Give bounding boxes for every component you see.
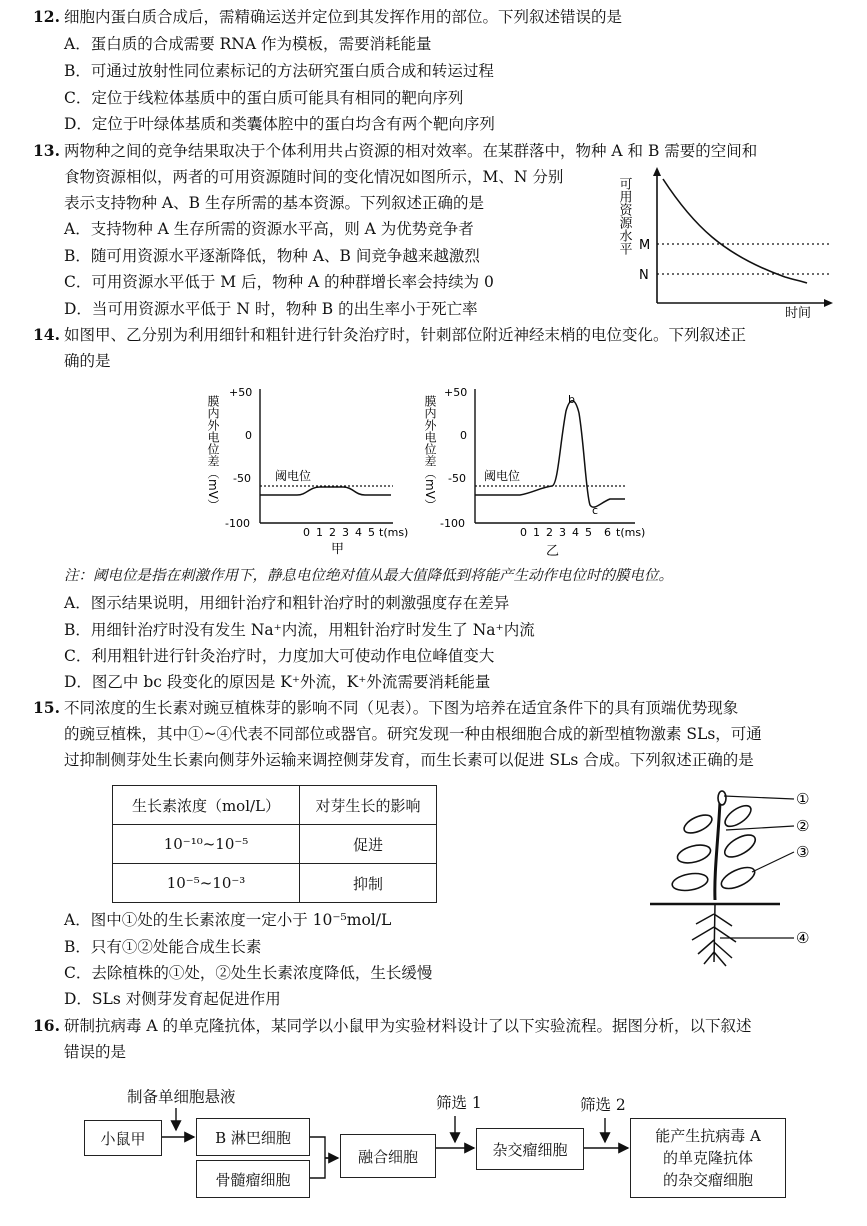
xtick-label: 0 (303, 526, 310, 539)
question-number: 12. (33, 7, 60, 26)
plant-roots (692, 904, 736, 966)
table-header: 生长素浓度（mol/L） (113, 786, 300, 825)
ytick-label: -50 (448, 472, 466, 485)
threshold-label: 阈电位 (275, 469, 312, 483)
graph-y-arrow (653, 167, 661, 176)
option-b: B．用细针治疗时没有发生 Na⁺内流，用粗针治疗时发生了 Na⁺内流 (64, 621, 535, 639)
flow-box-fused: 融合细胞 (340, 1134, 436, 1178)
xtick-label: 3 (559, 526, 566, 539)
footnote: 注：阈电位是指在刺激作用下，静息电位绝对值从最大值降低到将能产生动作电位时的膜电位。 (64, 568, 673, 584)
question-stem: 细胞内蛋白质合成后，需精确运送并定位到其发挥作用的部位。下列叙述错误的是 (64, 8, 623, 26)
xtick-label: 0 (520, 526, 527, 539)
table-row (113, 825, 437, 864)
ytick-label: +50 (444, 386, 468, 399)
question-stem-line: 确的是 (64, 352, 111, 370)
potential-chart-yi (420, 383, 660, 561)
table-header: 对芽生长的影响 (300, 786, 437, 825)
ytick-label: -100 (440, 517, 465, 530)
option-d: D．图乙中 bc 段变化的原因是 K⁺外流，K⁺外流需要消耗能量 (64, 673, 491, 691)
question-stem-line: 表示支持物种 A、B 生存所需的基本资源。下列叙述正确的是 (64, 194, 484, 212)
option-c: C．利用粗针进行针灸治疗时，力度加大可使动作电位峰值变大 (64, 647, 495, 665)
question-stem-line: 错误的是 (64, 1043, 127, 1061)
potential-curve (475, 401, 625, 507)
plant-label: ② (796, 817, 810, 835)
callout-line (724, 796, 794, 799)
option-a: A．蛋白质的合成需要 RNA 作为模板，需要消耗能量 (64, 35, 432, 53)
table-header-row (113, 786, 437, 825)
question-stem-line: 不同浓度的生长素对豌豆植株芽的影响不同（见表）。下图为培养在适宜条件下的具有顶端优势现象 (64, 699, 739, 717)
flow-box-hybridoma: 杂交瘤细胞 (476, 1128, 584, 1170)
chart-ylabel: 膜内外电位差（mV） (423, 395, 437, 511)
question-number: 13. (33, 141, 60, 160)
flow-box-myeloma: 骨髓瘤细胞 (196, 1160, 310, 1198)
plant-leaf (721, 831, 758, 862)
option-a: A．支持物种 A 生存所需的资源水平高，则 A 为优势竞争者 (64, 220, 474, 238)
flow-final-line: 的单克隆抗体 (662, 1149, 753, 1167)
graph-ylabel: 可用资源水平 (616, 177, 632, 255)
ytick-label: -50 (233, 472, 251, 485)
callout-line (752, 852, 794, 872)
xtick-label: 3 (342, 526, 349, 539)
xtick-label: 6 (604, 526, 611, 539)
ytick-label: -100 (225, 517, 250, 530)
option-c: C．定位于线粒体基质中的蛋白质可能具有相同的靶向序列 (64, 89, 464, 107)
flow-final-line: 的杂交瘤细胞 (662, 1171, 753, 1189)
option-d: D．定位于叶绿体基质和类囊体腔中的蛋白均含有两个靶向序列 (64, 115, 495, 133)
graph-x-arrow (824, 299, 833, 307)
flow-box-mouse: 小鼠甲 (84, 1120, 162, 1156)
graph-xlabel: 时间 (785, 306, 812, 320)
question-stem-line: 过抑制侧芽处生长素向侧芽外运输来调控侧芽发育，而生长素可以促进 SLs 合成。下列叙述正确的是 (64, 751, 754, 769)
threshold-label: 阈电位 (484, 469, 521, 483)
point-b-label: b (568, 393, 575, 406)
question-stem-line: 的豌豆植株，其中①~④代表不同部位或器官。研究发现一种由根细胞合成的新型植物激素 SLs，可通 (64, 725, 762, 743)
flow-screen1-label: 筛选 1 (436, 1094, 482, 1112)
chart-ylabel: 膜内外电位差（mV） (206, 395, 220, 511)
ytick-label: 0 (460, 429, 467, 442)
chart-title: 甲 (331, 542, 345, 557)
apical-bud (718, 791, 726, 805)
xtick-label: 4 (355, 526, 362, 539)
plant-leaf (671, 871, 709, 893)
graph-n-label: N (639, 268, 649, 283)
plant-label: ④ (796, 929, 810, 947)
question-stem-line: 研制抗病毒 A 的单克隆抗体，某同学以小鼠甲为实验材料设计了以下实验流程。据图分析，以下叙述 (64, 1017, 752, 1035)
graph-curve (663, 179, 807, 283)
option-d: D．SLs 对侧芽发育起促进作用 (64, 990, 281, 1008)
option-c: C．去除植株的①处，②处生长素浓度降低，生长缓慢 (64, 964, 433, 982)
xtick-label: t(ms) (616, 526, 646, 539)
xtick-label: 2 (329, 526, 336, 539)
question-number: 16. (33, 1016, 60, 1035)
plant-leaf (718, 863, 757, 893)
table-cell: 抑制 (300, 864, 437, 903)
plant-leaf (681, 811, 714, 836)
option-a: A．图示结果说明，用细针治疗和粗针治疗时的刺激强度存在差异 (64, 594, 510, 612)
xtick-label: 5 (585, 526, 592, 539)
option-b: B．可通过放射性同位素标记的方法研究蛋白质合成和转运过程 (64, 62, 494, 80)
xtick-label: 4 (572, 526, 579, 539)
table-row (113, 864, 437, 903)
point-c-label: c (592, 504, 599, 517)
table-cell: 促进 (300, 825, 437, 864)
option-a: A．图中①处的生长素浓度一定小于 10⁻⁵mol/L (64, 911, 392, 929)
table-cell: 10⁻¹⁰~10⁻⁵ (113, 825, 300, 864)
plant-label: ① (796, 790, 810, 808)
potential-curve (260, 487, 391, 495)
plant-leaf (676, 842, 713, 866)
option-c: C．可用资源水平低于 M 后，物种 A 的种群增长率会持续为 0 (64, 273, 494, 291)
graph-m-label: M (639, 238, 651, 253)
question-number: 15. (33, 698, 60, 717)
ytick-label: +50 (229, 386, 253, 399)
option-b: B．随可用资源水平逐渐降低，物种 A、B 间竞争越来越激烈 (64, 247, 480, 265)
plant-leaf (722, 802, 755, 831)
table-cell: 10⁻⁵~10⁻³ (113, 864, 300, 903)
xtick-label: 1 (316, 526, 323, 539)
plant-stem (715, 802, 720, 900)
flow-prep-label: 制备单细胞悬液 (127, 1088, 236, 1106)
xtick-label: 5 (368, 526, 375, 539)
xtick-label: t(ms) (379, 526, 409, 539)
option-d: D．当可用资源水平低于 N 时，物种 B 的出生率小于死亡率 (64, 300, 478, 318)
pea-plant-illustration (640, 782, 830, 972)
flow-box-b-cell: B 淋巴细胞 (196, 1118, 310, 1156)
flow-screen2-label: 筛选 2 (580, 1096, 626, 1114)
plant-label: ③ (796, 843, 810, 861)
resource-graph (615, 165, 855, 320)
question-number: 14. (33, 325, 60, 344)
flow-final-line: 能产生抗病毒 A (655, 1127, 761, 1145)
option-b: B．只有①②处能合成生长素 (64, 938, 262, 956)
auxin-table (112, 785, 437, 903)
xtick-label: 1 (533, 526, 540, 539)
chart-title: 乙 (546, 544, 560, 559)
flow-box-final (630, 1118, 786, 1198)
xtick-label: 2 (546, 526, 553, 539)
ytick-label: 0 (245, 429, 252, 442)
question-stem-line: 如图甲、乙分别为利用细针和粗针进行针灸治疗时，针刺部位附近神经末梢的电位变化。下列叙述正 (64, 326, 747, 344)
question-stem-line: 食物资源相似，两者的可用资源随时间的变化情况如图所示，M、N 分别 (64, 168, 564, 186)
potential-chart-jia (205, 383, 420, 558)
callout-line (726, 826, 794, 830)
question-stem-line: 两物种之间的竞争结果取决于个体利用共占资源的相对效率。在某群落中，物种 A 和 B 需要的空间和 (64, 142, 758, 160)
